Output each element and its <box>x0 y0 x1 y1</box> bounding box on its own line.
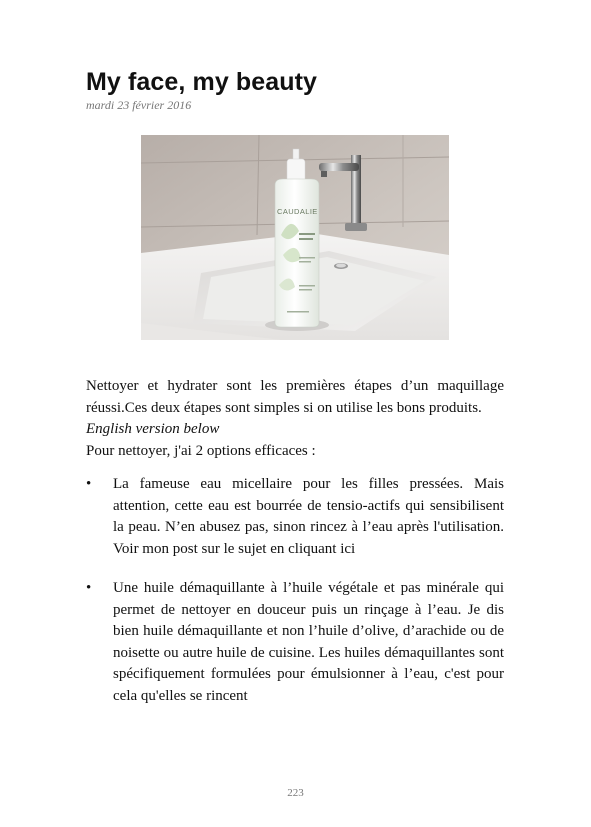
product-photo <box>141 135 449 340</box>
cleansing-options-list <box>86 474 504 707</box>
bullet-marker: • <box>86 476 92 492</box>
bottle-brand-label: CAUDALIE <box>277 207 318 216</box>
intro-paragraph: Nettoyer et hydrater sont les premières étapes d’un maquillage réussi.Ces deux étapes sont simples si on utilise les bons produits. <box>86 378 504 416</box>
bullet-marker: • <box>86 580 92 596</box>
page-number: 223 <box>287 787 304 799</box>
post-date: mardi 23 février 2016 <box>86 98 192 112</box>
article-body <box>86 376 504 725</box>
english-version-link[interactable]: English version below <box>86 421 220 437</box>
list-item <box>86 474 504 560</box>
list-item <box>86 578 504 707</box>
list-item-text: La fameuse eau micellaire pour les filles pressées. Mais attention, cette eau est bourrée de tensio-actifs qui sensibilisent la peau. N’en abusez pas, sinon rincez à l’eau après l'utilisation. Voir mon post sur le sujet en cliquant ici <box>113 476 504 557</box>
options-intro: Pour nettoyer, j'ai 2 options efficaces : <box>86 442 316 459</box>
post-title: My face, my beauty <box>86 68 318 96</box>
list-item-text: Une huile démaquillante à l’huile végétale et pas minérale qui permet de nettoyer en douceur puis un rinçage à l’eau. Je dis bien huile démaquillante et non l’huile d’olive, d’arachide ou de noisette ou autre huile de cuisine. Les huiles démaquillantes sont spécifiquement formulées pour émulsionner à l’eau, c'est pour cela qu'elles se rincent <box>113 580 504 704</box>
